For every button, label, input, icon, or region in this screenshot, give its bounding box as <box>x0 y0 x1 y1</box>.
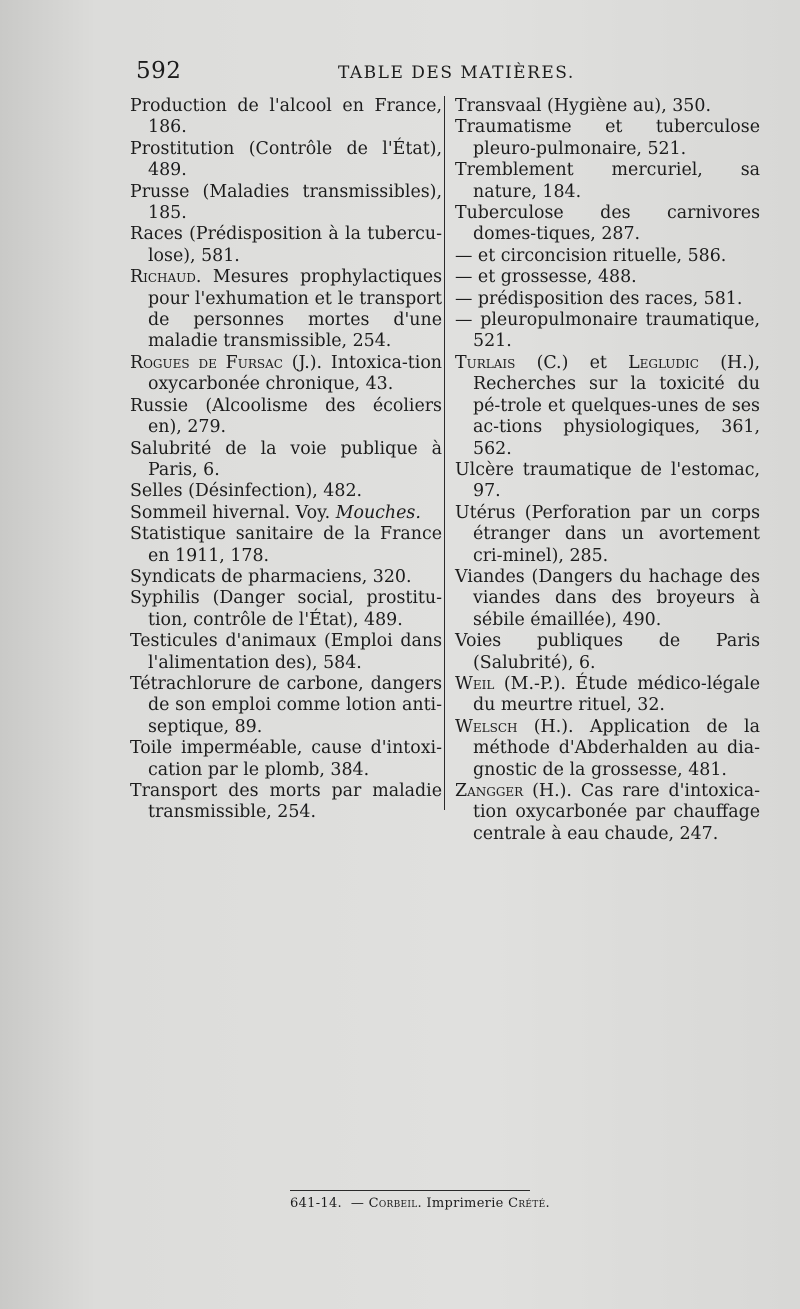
index-entry <box>455 717 760 781</box>
index-entry <box>455 567 760 631</box>
entry-text: — et grossesse, 488. <box>455 267 637 288</box>
entry-author: Richaud. <box>130 267 202 288</box>
index-column-left <box>130 96 442 824</box>
entry-text: Statistique sanitaire de la France en 1911, 178. <box>130 524 442 566</box>
index-entry <box>130 396 442 439</box>
entry-text: (H.). Application de la méthode d'Abderhalden au dia-gnostic de la grossesse, 481. <box>473 716 760 780</box>
entry-text: (H.), Recherches sur la toxicité du pé-trole et quelques-unes de ses ac-tions physiologiques, 361, 562. <box>473 352 760 459</box>
index-entry <box>455 246 760 267</box>
index-entry <box>455 160 760 203</box>
index-entry <box>455 289 760 310</box>
entry-text: Mesures prophylactiques pour l'exhumation et le transport de personnes mortes d'une maladie transmissible, 254. <box>148 267 442 352</box>
entry-text: (J.). Intoxica-tion oxycarbonée chronique, 43. <box>148 352 442 395</box>
index-column-right <box>455 96 760 845</box>
entry-author: Weil <box>455 673 495 694</box>
entry-text: — pleuropulmonaire traumatique, 521. <box>455 310 760 352</box>
column-divider <box>444 96 445 810</box>
imprint-code: 641-14. <box>290 1196 342 1211</box>
index-entry <box>130 631 442 674</box>
entry-text: Toile imperméable, cause d'intoxi-cation par le plomb, 384. <box>130 738 442 780</box>
entry-text: — et circoncision rituelle, 586. <box>455 245 727 266</box>
entry-text: Prusse (Maladies transmissibles), 185. <box>130 181 442 224</box>
entry-text: Salubrité de la voie publique à Paris, 6. <box>130 438 442 480</box>
index-entry <box>455 353 760 460</box>
entry-author: Legludic <box>628 352 699 373</box>
entry-text: (H.). Cas rare d'intoxica-tion oxycarbonée par chauffage centrale à eau chaude, 247. <box>473 781 760 844</box>
imprint-printer-name: Crété. <box>508 1196 550 1211</box>
index-entry <box>455 503 760 567</box>
entry-text: Transvaal (Hygiène au), 350. <box>455 96 711 116</box>
entry-text: Syndicats de pharmaciens, 320. <box>130 566 412 587</box>
index-entry <box>130 224 442 267</box>
entry-text: Production de l'alcool en France, 186. <box>130 96 442 138</box>
index-entry <box>130 182 442 225</box>
entry-text: (C.) et <box>515 352 629 373</box>
entry-text: Tétrachlorure de carbone, dangers de son emploi comme lotion anti-septique, 89. <box>130 673 442 737</box>
entry-text: Russie (Alcoolisme des écoliers en), 279. <box>130 395 442 438</box>
entry-text: Tuberculose des carnivores domes-tiques, 287. <box>455 203 760 245</box>
index-entry <box>130 503 442 524</box>
index-entry <box>130 267 442 353</box>
index-entry <box>130 96 442 139</box>
index-entry <box>455 203 760 246</box>
entry-text: Sommeil hivernal. Voy. <box>130 502 336 523</box>
entry-text: Selles (Désinfection), 482. <box>130 481 363 502</box>
entry-reference: Mouches. <box>335 502 421 523</box>
imprint-separator: — <box>350 1196 365 1211</box>
entry-text: Voies publiques de Paris (Salubrité), 6. <box>455 631 760 673</box>
index-entry <box>130 567 442 588</box>
index-entry <box>130 674 442 738</box>
entry-author: Turlais <box>455 352 516 373</box>
entry-text: Transport des morts par maladie transmissible, 254. <box>130 781 442 823</box>
printer-imprint <box>290 1196 590 1211</box>
index-entry <box>130 781 442 824</box>
index-entry <box>455 460 760 503</box>
entry-text: Syphilis (Danger social, prostitu-tion, contrôle de l'État), 489. <box>130 588 442 630</box>
index-entry <box>455 631 760 674</box>
index-entry <box>130 524 442 567</box>
imprint-printer: Imprimerie <box>426 1196 504 1211</box>
entry-text: — prédisposition des races, 581. <box>455 288 743 309</box>
footer-divider <box>290 1190 530 1191</box>
running-title: TABLE DES MATIÈRES. <box>338 63 575 83</box>
entry-text: Ulcère traumatique de l'estomac, 97. <box>455 459 760 502</box>
index-entry <box>455 781 760 845</box>
index-entry <box>130 481 442 502</box>
page-number: 592 <box>136 58 182 84</box>
index-entry <box>455 310 760 353</box>
entry-author: Welsch <box>455 716 518 737</box>
entry-text: Races (Prédisposition à la tubercu-lose), 581. <box>130 224 442 266</box>
entry-text: Prostitution (Contrôle de l'État), 489. <box>130 138 442 181</box>
entry-text: Testicules d'animaux (Emploi dans l'alimentation des), 584. <box>130 631 442 673</box>
index-entry <box>455 96 760 117</box>
entry-text: Utérus (Perforation par un corps étranger dans un avortement cri-minel), 285. <box>455 502 760 566</box>
entry-text: (M.-P.). Étude médico-légale du meurtre rituel, 32. <box>473 673 760 716</box>
entry-text: Tremblement mercuriel, sa nature, 184. <box>455 160 760 202</box>
index-entry <box>455 267 760 288</box>
index-entry <box>455 117 760 160</box>
imprint-place: Corbeil. <box>368 1196 422 1211</box>
entry-text: Traumatisme et tuberculose pleuro-pulmonaire, 521. <box>455 117 760 159</box>
entry-author: Rogues de Fursac <box>130 352 283 373</box>
index-entry <box>130 353 442 396</box>
index-entry <box>130 139 442 182</box>
index-entry <box>455 674 760 717</box>
index-entry <box>130 588 442 631</box>
page-header <box>130 58 760 92</box>
index-entry <box>130 738 442 781</box>
entry-text: Viandes (Dangers du hachage des viandes dans des broyeurs à sébile émaillée), 490. <box>455 566 760 630</box>
index-entry <box>130 439 442 482</box>
entry-author: Zangger <box>455 781 524 801</box>
